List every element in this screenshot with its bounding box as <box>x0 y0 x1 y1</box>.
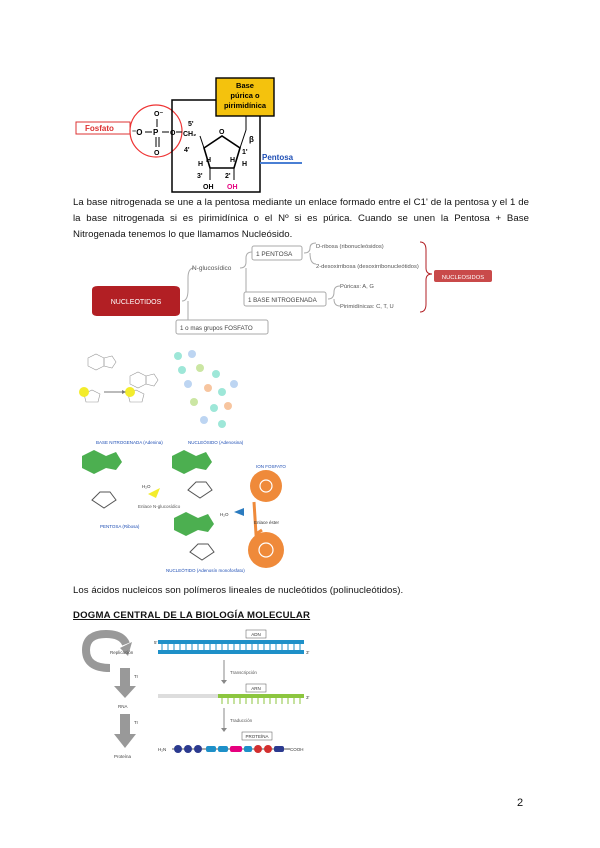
desoxirribosa-text: 2-desoxirribosa (desoxirribonucleótidos) <box>316 264 419 270</box>
h2o-2: H₂O <box>220 512 229 517</box>
synth-pentosa-label: PENTOSA (Ribosa) <box>100 524 140 529</box>
h1: H <box>198 161 204 168</box>
base-line1: Base <box>236 81 254 90</box>
base-line3: pirimidínica <box>223 101 267 110</box>
base-line2: púrica o <box>230 91 260 100</box>
pentosa-node: 1 PENTOSA <box>256 251 293 258</box>
h4: H <box>230 157 236 164</box>
nucleotide-synthesis-figure <box>70 348 290 578</box>
o-bottom: O <box>154 150 160 157</box>
tr2-label: Tr <box>134 720 139 725</box>
root-label: NUCLEOTIDOS <box>110 299 162 306</box>
pentosa-underline <box>260 162 302 164</box>
proteina-left-label: Proteína <box>114 754 132 759</box>
ch2: CH₂ <box>183 131 197 138</box>
h3: H <box>206 157 212 164</box>
synth-enlace-label: Enlace N-glucosídico <box>138 504 181 509</box>
rna-label: RNA <box>118 704 128 709</box>
traduccion-label: Traducción <box>230 718 253 723</box>
ester-label: Enlace éster <box>254 520 280 525</box>
h2: H <box>242 161 248 168</box>
nucleotide-concept-map <box>90 240 500 336</box>
two-prime: 2' <box>225 173 231 180</box>
beta: β <box>249 135 254 144</box>
o-top: O⁻ <box>154 111 164 118</box>
nucleotide-structure-figure <box>70 76 320 194</box>
synth-nucleosido-label: NUCLEÓSIDO (Adenosina) <box>188 440 244 445</box>
ring-o: O <box>219 129 225 136</box>
three-prime: 3' <box>197 173 203 180</box>
ribosa-text: D-ribosa (ribonucleósidos) <box>316 244 384 250</box>
pirimidinicas-text: Pirimidínicas: C, T, U <box>340 304 394 310</box>
fosfato-node: 1 o mas grupos FOSFATO <box>180 325 253 332</box>
replicacion-label: Replicación <box>110 650 134 655</box>
puricas-text: Púricas: A, G <box>340 284 374 290</box>
o-right: O <box>170 130 176 137</box>
h2n-label: H₂N <box>158 747 167 752</box>
synth-nucleotido-label: NUCLEÓTIDO (Adenosín monofosfato) <box>166 568 245 573</box>
synth-ion-label: ION FOSFATO <box>256 464 286 469</box>
five-prime-1: 5' <box>154 640 158 645</box>
proteina-box-label: PROTEÍNA <box>245 734 269 739</box>
five-prime: 5' <box>188 121 194 128</box>
tr1-label: Tr <box>134 674 139 679</box>
cooh-label: COOH <box>290 747 304 752</box>
p-atom: P <box>153 128 159 137</box>
paragraph-acidos-nucleicos: Los ácidos nucleicos son polímeros lineales de nucleótidos (polinucleótidos). <box>73 585 404 596</box>
arn-label: ARN <box>251 686 261 691</box>
one-prime: 1' <box>242 149 248 156</box>
minus-o: ⁻O <box>132 128 143 137</box>
nucleosidos-node: NUCLEOSIDOS <box>441 275 485 281</box>
three-prime-1: 3' <box>306 650 310 655</box>
page-number: 2 <box>517 797 524 809</box>
four-prime: 4' <box>184 147 190 154</box>
h2o-1: H₂O <box>142 484 151 489</box>
three-prime-2: 3' <box>306 695 310 700</box>
transcripcion-label: Transcripción <box>230 670 257 675</box>
paragraph-nucleosido: La base nitrogenada se une a la pentosa mediante un enlace formado entre el C1' de la pentosa y el 1 de la base nitrogenada si es pirimidínica o el Nº si es púrica. Cuando se unen la Pentosa + Base Nitrogenada tenemos lo que llamamos Nucleósido. <box>73 197 529 240</box>
oh-red: OH <box>227 184 238 191</box>
section-heading-dogma: DOGMA CENTRAL DE LA BIOLOGÍA MOLECULAR <box>73 610 311 621</box>
synth-base-label: BASE NITROGENADA (Adenina) <box>96 440 163 445</box>
central-dogma-figure <box>80 628 320 764</box>
base-node: 1 BASE NITROGENADA <box>248 297 317 304</box>
pentosa-label: Pentosa <box>262 153 294 162</box>
n-glucosidico: N-glucosídico <box>192 265 232 272</box>
oh-black: OH <box>203 184 214 191</box>
fosfato-label: Fosfato <box>85 124 114 133</box>
adn-label: ADN <box>251 632 261 637</box>
